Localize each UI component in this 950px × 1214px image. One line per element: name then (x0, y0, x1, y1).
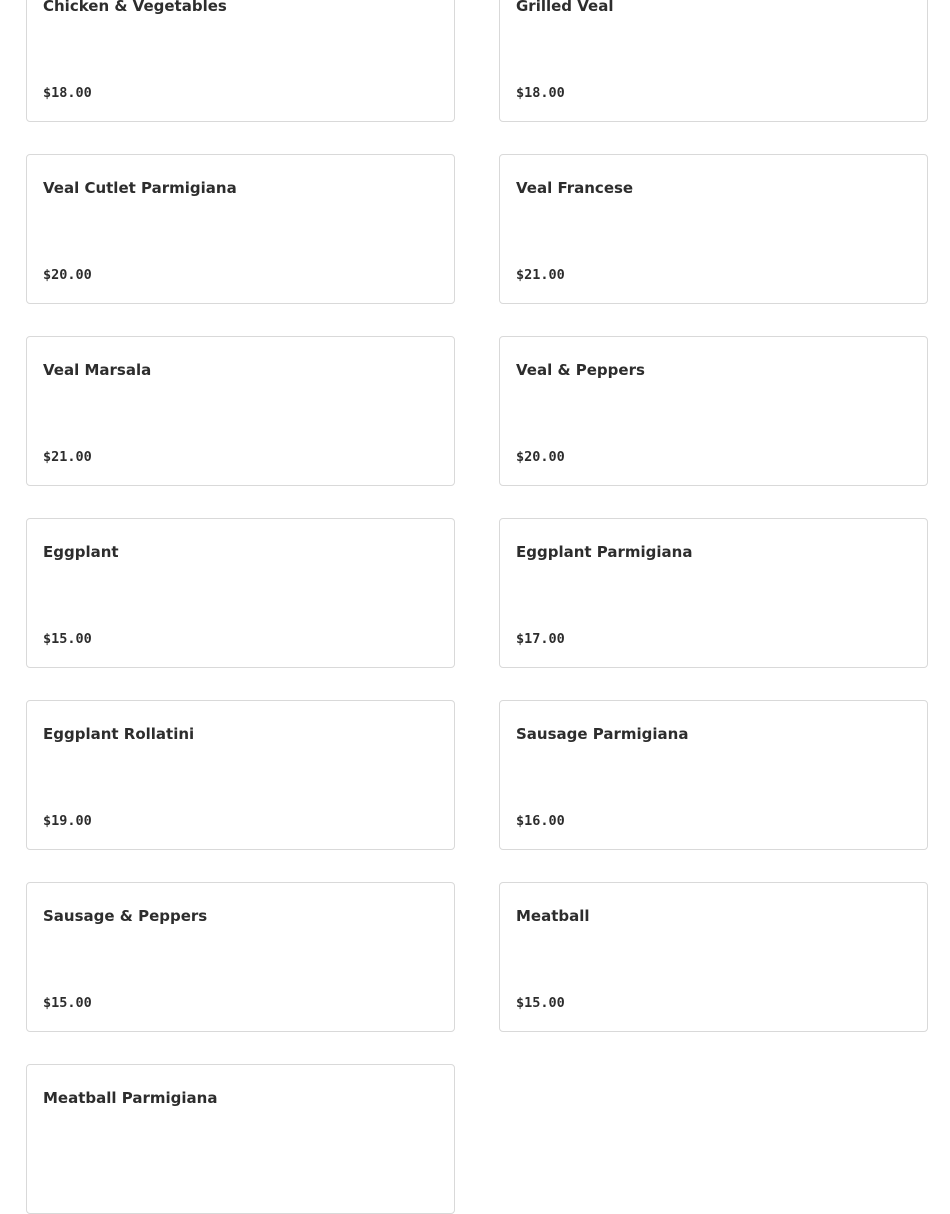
menu-item-card[interactable] (499, 0, 928, 122)
item-price: $19.00 (43, 813, 92, 829)
item-price: $20.00 (516, 449, 565, 465)
menu-item-card[interactable] (26, 1064, 455, 1214)
item-price: $18.00 (516, 85, 565, 101)
item-price: $21.00 (516, 267, 565, 283)
item-price: $15.00 (516, 995, 565, 1011)
item-price: $17.00 (516, 631, 565, 647)
item-name: Veal Francese (516, 179, 634, 197)
menu-item-card[interactable] (499, 154, 928, 304)
menu-item-card[interactable] (26, 336, 455, 486)
menu-item-card[interactable] (26, 700, 455, 850)
menu-item-card[interactable] (26, 0, 455, 122)
item-name: Meatball (516, 907, 590, 925)
item-price: $20.00 (43, 267, 92, 283)
item-name: Veal & Peppers (516, 361, 645, 379)
menu-item-card[interactable] (499, 518, 928, 668)
item-name: Chicken & Vegetables (43, 0, 227, 15)
item-price: $21.00 (43, 449, 92, 465)
item-name: Veal Cutlet Parmigiana (43, 179, 237, 197)
menu-item-card[interactable] (26, 518, 455, 668)
item-name: Sausage & Peppers (43, 907, 208, 925)
item-name: Grilled Veal (516, 0, 614, 15)
menu-item-grid (26, 0, 928, 1214)
menu-item-card[interactable] (499, 882, 928, 1032)
item-name: Eggplant Parmigiana (516, 543, 693, 561)
item-price: $15.00 (43, 995, 92, 1011)
menu-item-card[interactable] (499, 336, 928, 486)
item-price: $15.00 (43, 631, 92, 647)
item-price: $18.00 (43, 85, 92, 101)
item-name: Veal Marsala (43, 361, 152, 379)
item-name: Sausage Parmigiana (516, 725, 689, 743)
menu-item-card[interactable] (499, 700, 928, 850)
item-name: Meatball Parmigiana (43, 1089, 218, 1107)
item-name: Eggplant Rollatini (43, 725, 195, 743)
item-name: Eggplant (43, 543, 119, 561)
menu-item-card[interactable] (26, 154, 455, 304)
item-price: $16.00 (516, 813, 565, 829)
menu-item-card[interactable] (26, 882, 455, 1032)
